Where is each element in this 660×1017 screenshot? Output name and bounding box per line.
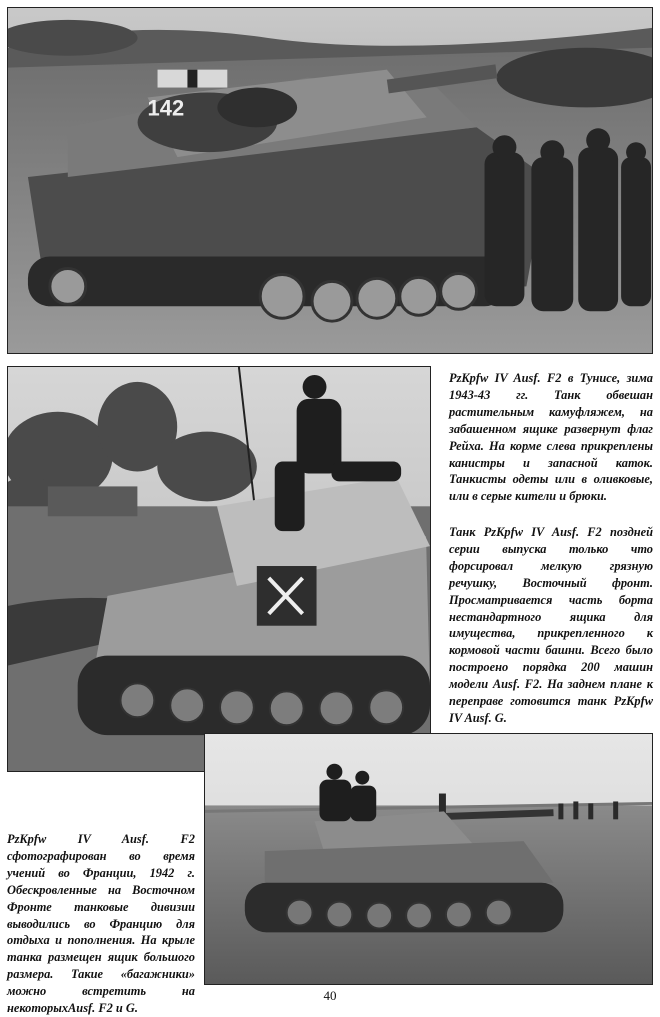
caption-middle-photo: Танк PzKpfw IV Ausf. F2 поздней серии выпуска только что форсировал мелкую грязную речушку, Восточный фронт. Просматривается часть борта нестандартного ящика для имущества, прикрепленного к кормовой части башни. Всего было построено порядка 200 машин модели Ausf. F2. На заднем плане к переправе готовится танк PzKpfw IV Ausf. G. bbox=[449, 525, 653, 725]
caption-top-photo: PzKpfw IV Ausf. F2 в Тунисе, зима 1943-43 гг. Танк обвешан растительным камуфляжем, на забашенном ящике развернут флаг Рейха. На корме слева прикреплены канистры и запасной каток. Танкисты одеты или в оливковые, или в серые кители и брюки. bbox=[449, 371, 653, 504]
page-number: 40 bbox=[323, 988, 337, 1003]
photo-tank-river-crossing bbox=[7, 366, 431, 772]
caption-bottom-photo: PzKpfw IV Ausf. F2 сфотографирован во время учений во Франции, 1942 г. Обескровленные на Восточном Фронте танковые дивизии выводились во Францию для отдыха и пополнения. На крыле танка размещен ящик большого размера. Такие «багажники» можно встретить на некоторыхAusf. F2 и G. bbox=[7, 832, 195, 1016]
photo-tank-france-exercise bbox=[204, 733, 653, 985]
photo-tank-tunisia bbox=[7, 7, 653, 354]
turret-number: 142 bbox=[147, 95, 185, 121]
